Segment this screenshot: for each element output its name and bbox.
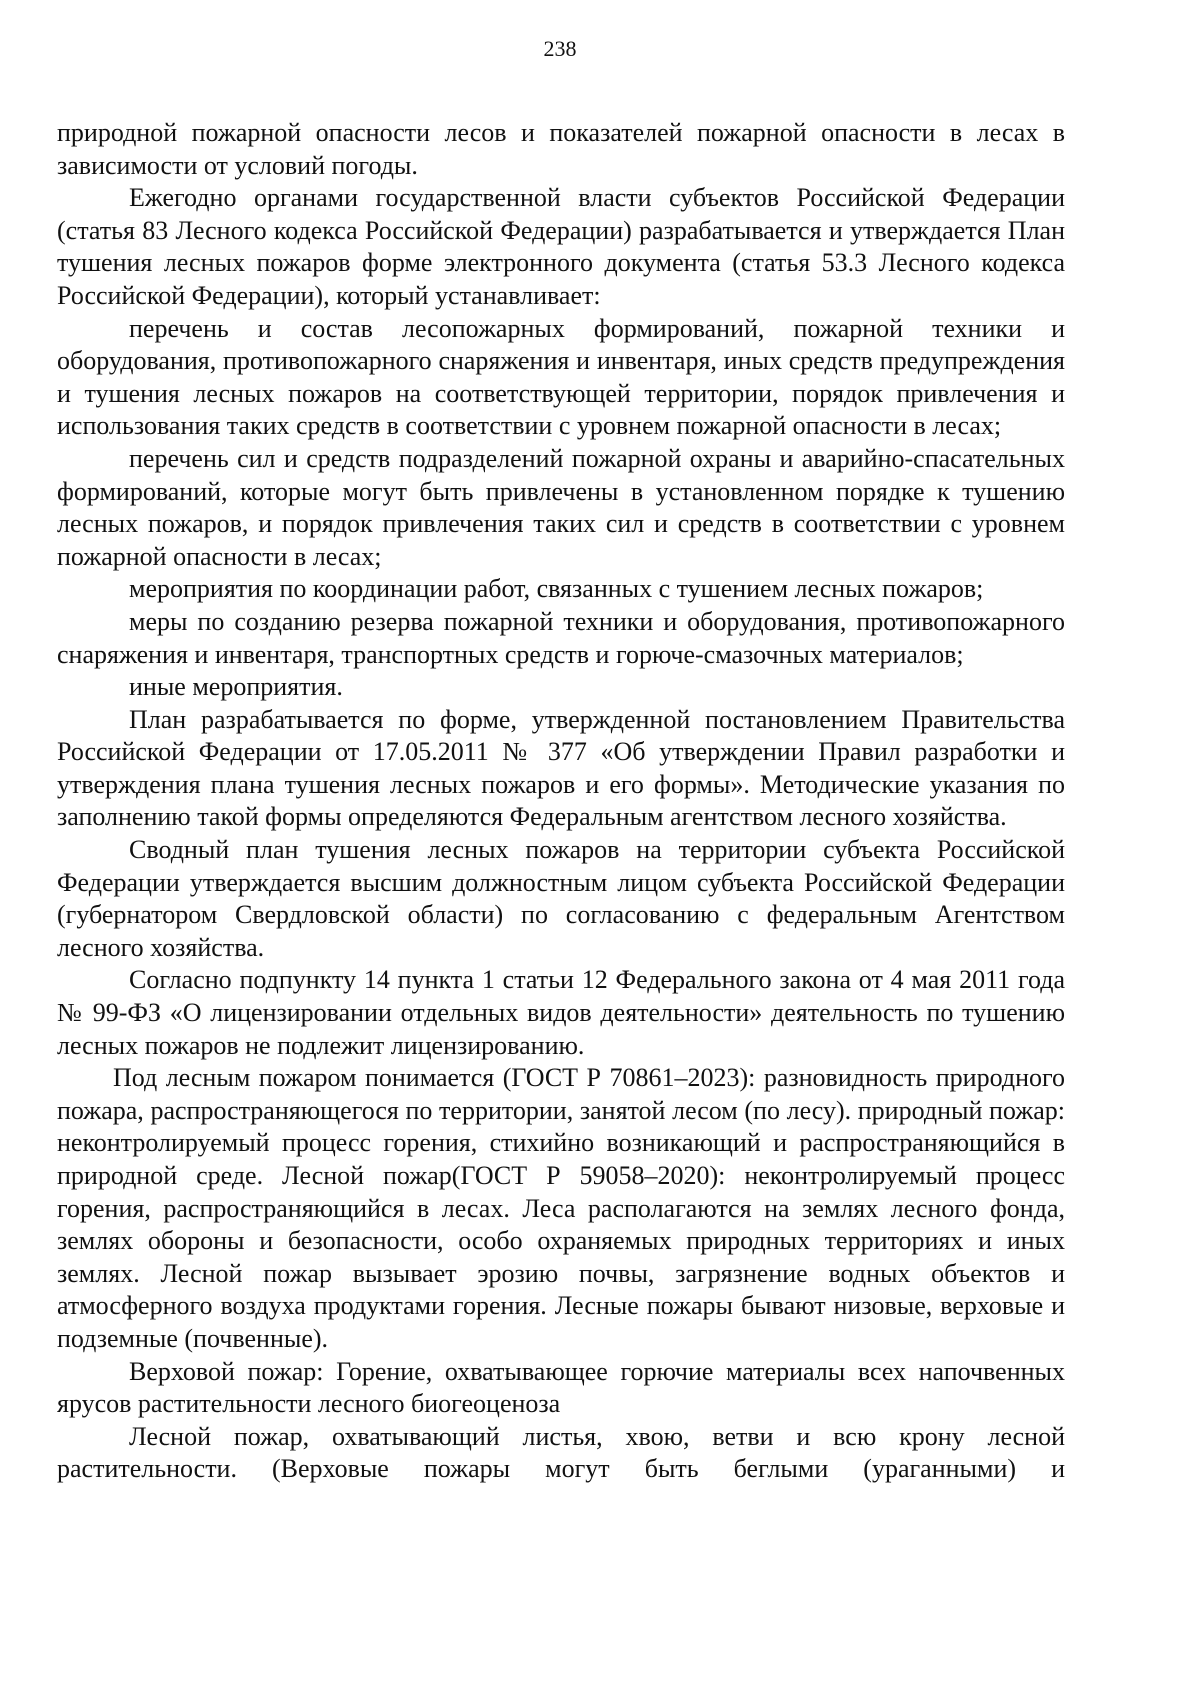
paragraph-continuation: природной пожарной опасности лесов и показателей пожарной опасности в лесах в зависимости от условий погоды. [57,118,1065,180]
paragraph-crown-fire-description: Лесной пожар, охватывающий листья, хвою, ветви и всю крону лесной растительности. (Верховые пожары могут быть беглыми (ураганными) и [57,1421,1065,1484]
paragraph-annual-plan: Ежегодно органами государственной власти субъектов Российской Федерации (статья 83 Лесного кодекса Российской Федерации) разрабатывается и утверждается План тушения лесных пожаров форме электронного документа (статья 53.3 Лесного кодекса Российской Федерации), который устанавливает: [57,183,1065,310]
paragraph-consolidated-plan: Сводный план тушения лесных пожаров на территории субъекта Российской Федерации утверждается высшим должностным лицом субъекта Российской Федерации (губернатором Свердловской области) по согласованию с федеральным Агентством лесного хозяйства. [57,835,1065,962]
document-body [57,117,1065,1486]
list-item-formations: перечень и состав лесопожарных формирований, пожарной техники и оборудования, противопожарного снаряжения и инвентаря, иных средств предупреждения и тушения лесных пожаров на соответствующей территории, порядок привлечения и использования таких средств в соответствии с уровнем пожарной опасности в лесах; [57,313,1065,441]
list-item-coordination: мероприятия по координации работ, связанных с тушением лесных пожаров; [129,574,984,604]
page-number: 238 [543,36,577,61]
paragraph-forest-fire-definition: Под лесным пожаром понимается (ГОСТ Р 70861–2023): разновидность природного пожара, распространяющегося по территории, занятой лесом (по лесу). природный пожар: неконтролируемый процесс горения, стихийно возникающий и распространяющийся в природной среде. Лесной пожар(ГОСТ Р 59058–2020): неконтролируемый процесс горения, распространяющийся в лесах. Леса располагаются на землях лесного фонда, землях обороны и безопасности, особо охраняемых природных территориях и иных землях. Лесной пожар вызывает эрозию почвы, загрязнение водных объектов и атмосферного воздуха продуктами горения. Лесные пожары бывают низовые, верховые и подземные (почвенные). [57,1063,1065,1353]
list-item-forces: перечень сил и средств подразделений пожарной охраны и аварийно-спасательных формирований, которые могут быть привлечены в установленном порядке к тушению лесных пожаров, и порядок привлечения таких сил и средств в соответствии с уровнем пожарной опасности в лесах; [57,443,1065,571]
paragraph-crown-fire: Верховой пожар: Горение, охватывающее горючие материалы всех напочвенных ярусов растительности лесного биогеоценоза [57,1356,1065,1419]
list-item-reserve: меры по созданию резерва пожарной техники и оборудования, противопожарного снаряжения и инвентаря, транспортных средств и горюче-смазочных материалов; [57,606,1065,669]
list-item-other: иные мероприятия. [129,672,343,702]
paragraph-licensing: Согласно подпункту 14 пункта 1 статьи 12 Федерального закона от 4 мая 2011 года № 99-ФЗ «О лицензировании отдельных видов деятельности» деятельность по тушению лесных пожаров не подлежит лицензированию. [57,965,1065,1060]
paragraph-plan-form: План разрабатывается по форме, утвержденной постановлением Правительства Российской Федерации от 17.05.2011 № 377 «Об утверждении Правил разработки и утверждения плана тушения лесных пожаров и его формы». Методические указания по заполнению такой формы определяются Федеральным агентством лесного хозяйства. [57,704,1065,832]
